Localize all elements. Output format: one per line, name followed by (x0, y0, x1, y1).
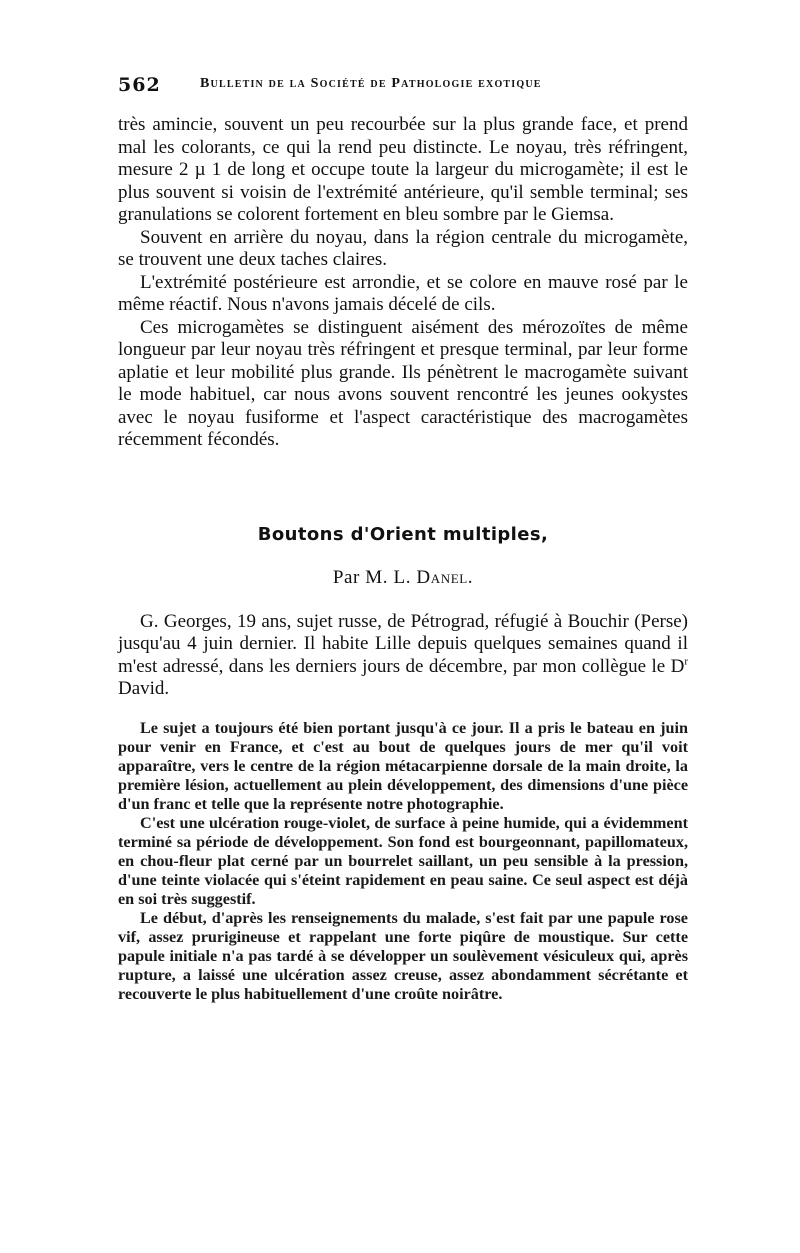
byline-prefix: Par M. L. (332, 566, 412, 588)
paragraph: Souvent en arrière du noyau, dans la région centrale du microgamète, se trouvent une deux taches claires. (118, 226, 688, 270)
previous-article-continuation (118, 114, 688, 452)
page-number: 562 (118, 74, 161, 96)
small-paragraph: C'est une ulcération rouge-violet, de surface à peine humide, qui a évidemment terminé sa période de développement. Son fond est bourgeonnant, papillomateux, en chou-fleur plat cerné par un bourrelet saillant, un peu sensible à la pression, d'une teinte violacée qui s'éteint rapidement en peau saine. Ce seul aspect est déjà en soi très suggestif. (118, 813, 688, 908)
journal-title: Bulletin de la Société de Pathologie exotique (200, 76, 542, 91)
running-head (118, 74, 688, 114)
paragraph: Ces microgamètes se distinguent aisément des mérozoïtes de même longueur par leur noyau très réfringent et presque terminal, par leur forme aplatie et leur mobilité plus grande. Ils pénètrent le macrogamète suivant le mode habituel, car nous avons souvent rencontré les jeunes ookystes avec le noyau fusiforme et l'aspect caractéristique des macrogamètes récemment fécondés. (118, 316, 688, 450)
article-body (118, 611, 688, 1004)
intro-text: G. Georges, 19 ans, sujet russe, de Pétrograd, réfugié à Bouchir (Perse) jusqu'au 4 juin dernier. Il habite Lille depuis quelques semaines quand il m'est adressé, dans les derniers jours de décembre, par mon collègue le D (118, 610, 688, 677)
small-paragraph: Le début, d'après les renseignements du malade, s'est fait par une papule rose vif, assez prurigineuse et rappelant une forte piqûre de moustique. Sur cette papule initiale n'a pas tardé à se développer un soulèvement vésiculeux qui, après rupture, a laissé une ulcération assez creuse, assez abondamment sécrétante et recouverte le plus habituellement d'une croûte noirâtre. (118, 908, 688, 1003)
intro-text-end: David. (118, 678, 170, 699)
page (118, 74, 688, 1004)
case-description (118, 719, 688, 1004)
article-title: Boutons d'Orient multiples, (257, 523, 549, 545)
small-paragraph: Le sujet a toujours été bien portant jusqu'à ce jour. Il a pris le bateau en juin pour venir en France, et c'est au bout de quelques jours de mer qu'il voit apparaître, vers le centre de la région métacarpienne dorsale de la main droite, la première lésion, actuellement au plein développement, des dimensions d'une pièce d'un franc et telle que la représente notre photographie. (118, 718, 688, 813)
paragraph: L'extrémité postérieure est arrondie, et se colore en mauve rosé par le même réactif. Nous n'avons jamais décelé de cils. (118, 271, 688, 315)
byline (118, 567, 688, 589)
doctor-superscript: r (684, 655, 688, 668)
author-name: Danel. (416, 566, 474, 588)
intro-paragraph (118, 611, 688, 701)
paragraph: très amincie, souvent un peu recourbée sur la plus grande face, et prend mal les colorants, ce qui la rend peu distincte. Le noyau, très réfringent, mesure 2 µ 1 de long et occupe toute la largeur du microgamète; il est le plus souvent si voisin de l'extrémité antérieure, qu'il semble terminal; ses granulations se colorent fortement en bleu sombre par le Giemsa. (118, 114, 688, 225)
